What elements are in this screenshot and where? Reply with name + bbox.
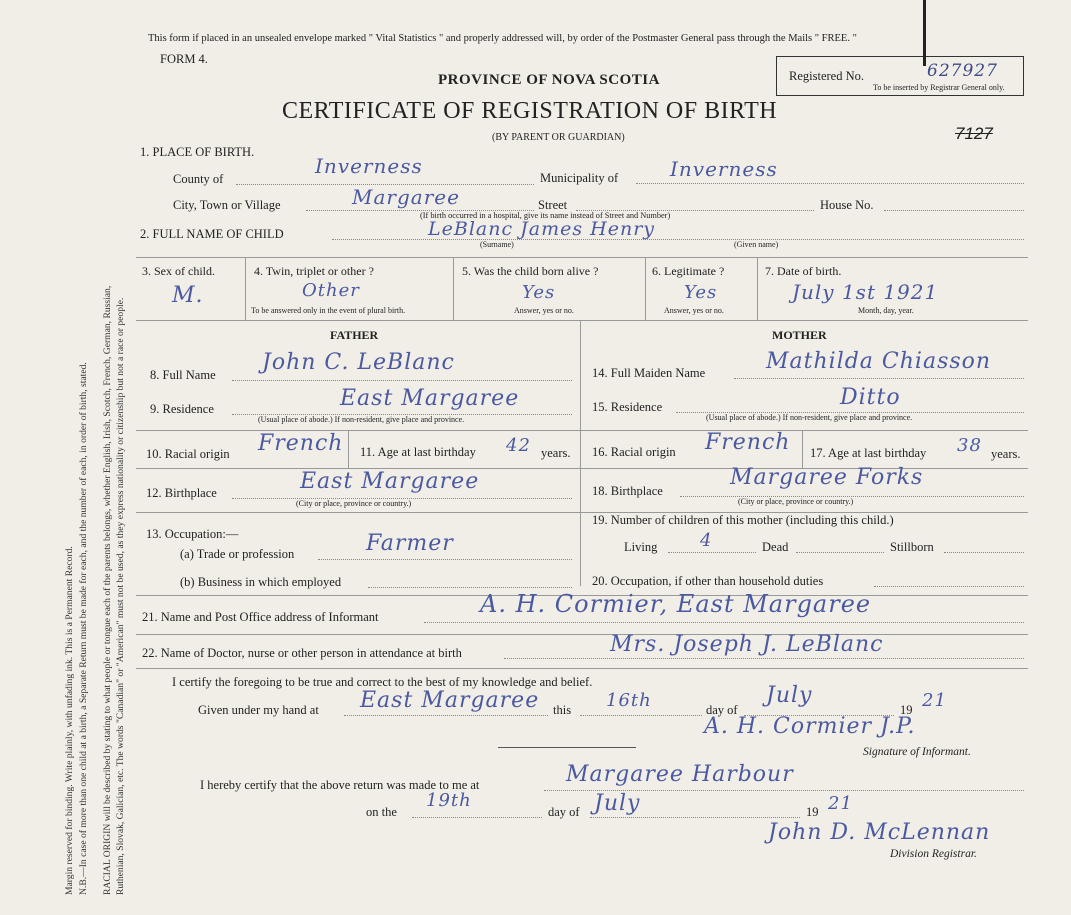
informant-signature-label: Signature of Informant. — [863, 746, 971, 758]
certificate-subtitle: (BY PARENT OR GUARDIAN) — [492, 132, 625, 143]
registered-label: Registered No. — [789, 69, 864, 83]
informant-label: 21. Name and Post Office address of Informant — [142, 610, 379, 624]
registrar-statement: I hereby certify that the above return was made to me at — [200, 778, 480, 792]
father-residence-label: 9. Residence — [150, 402, 214, 416]
mother-heading: MOTHER — [772, 328, 827, 342]
mother-name-value: Mathilda Chiasson — [766, 349, 992, 374]
registrar-signature-label: Division Registrar. — [890, 848, 977, 860]
this-label: this — [553, 703, 572, 717]
given-place-value: East Margaree — [360, 688, 540, 713]
informant-value: A. H. Cormier, East Margaree — [480, 590, 872, 618]
margin-line-3: RACIAL ORIGIN will be described by stating to what people or tongue each of the parents belongs, whether English, Irish, Scotch, French, German, Russian, — [102, 285, 113, 895]
county-value: Inverness — [315, 154, 423, 178]
on-the-label: on the — [366, 805, 397, 819]
form-number: FORM 4. — [160, 52, 208, 66]
twin-note: To be answered only in the event of plural birth. — [251, 306, 406, 315]
margin-line-2: N.B.—In case of more than one child at a birth, a Separate Return must be made for each, and the number of each, in order of birth, stated. — [78, 362, 89, 895]
children-count-label: 19. Number of children of this mother (including this child.) — [592, 513, 894, 527]
mother-years: years. — [991, 447, 1021, 461]
alive-value: Yes — [522, 282, 556, 303]
mother-birthplace-label: 18. Birthplace — [592, 484, 663, 498]
mother-residence-note: (Usual place of abode.) If non-resident, give place and province. — [706, 413, 913, 422]
municipality-label: Municipality of — [540, 171, 619, 185]
legitimate-note: Answer, yes or no. — [664, 306, 724, 315]
place-of-birth-label: 1. PLACE OF BIRTH. — [140, 145, 255, 159]
given-day-value: 16th — [606, 690, 652, 711]
municipality-value: Inverness — [670, 157, 778, 181]
mother-birthplace-note: (City or place, province or country.) — [738, 497, 854, 506]
margin-line-4: Ruthenian, Slovak, Galician, etc. The words "Canadian" or "American" must not be used, as they express nationality or citizenship but not a race or people. — [115, 297, 126, 895]
registrar-day-value: 19th — [426, 790, 472, 811]
mother-occupation-label: 20. Occupation, if other than household duties — [592, 574, 824, 588]
father-age-label: 11. Age at last birthday — [360, 445, 476, 459]
ink-mark — [923, 0, 926, 66]
father-racial-label: 10. Racial origin — [146, 447, 230, 461]
father-racial-value: French — [258, 431, 344, 456]
registered-number-box — [776, 56, 1024, 96]
mother-residence-label: 15. Residence — [592, 400, 663, 414]
certify-statement: I certify the foregoing to be true and correct to the best of my knowledge and belief. — [172, 675, 593, 689]
county-label: County of — [173, 172, 224, 186]
mother-racial-label: 16. Racial origin — [592, 445, 676, 459]
father-age-value: 42 — [506, 435, 531, 456]
father-trade-label: (a) Trade or profession — [180, 547, 295, 561]
registrar-place-value: Margaree Harbour — [566, 762, 794, 787]
doctor-value: Mrs. Joseph J. LeBlanc — [610, 632, 884, 657]
doctor-label: 22. Name of Doctor, nurse or other person in attendance at birth — [142, 646, 462, 660]
father-birthplace-value: East Margaree — [300, 469, 480, 494]
alive-label: 5. Was the child born alive ? — [462, 264, 599, 278]
birth-date-value: July 1st 1921 — [792, 280, 939, 304]
street-label: Street — [538, 198, 568, 212]
stamp-number: 7127 — [955, 124, 993, 143]
mother-racial-value: French — [705, 430, 791, 455]
margin-notes — [60, 15, 140, 900]
registrar-year-prefix: 19 — [806, 805, 819, 819]
sex-label: 3. Sex of child. — [142, 264, 215, 278]
registrar-day-of-label: day of — [548, 805, 580, 819]
father-name-value: John C. LeBlanc — [262, 350, 455, 375]
birth-date-note: Month, day, year. — [858, 306, 914, 315]
living-label: Living — [624, 540, 658, 554]
given-month-value: July — [766, 683, 813, 708]
father-name-label: 8. Full Name — [150, 368, 216, 382]
sex-value: M. — [172, 283, 204, 308]
child-name-value: LeBlanc James Henry — [428, 218, 656, 240]
hospital-note: (If birth occurred in a hospital, give its name instead of Street and Number) — [420, 211, 671, 220]
house-no-label: House No. — [820, 198, 874, 212]
father-birthplace-note: (City or place, province or country.) — [296, 499, 412, 508]
province-heading: PROVINCE OF NOVA SCOTIA — [438, 72, 660, 88]
city-value: Margaree — [352, 185, 460, 209]
child-name-label: 2. FULL NAME OF CHILD — [140, 227, 284, 241]
living-value: 4 — [700, 530, 713, 551]
twin-label: 4. Twin, triplet or other ? — [254, 264, 374, 278]
registered-value: 627927 — [927, 61, 998, 81]
alive-note: Answer, yes or no. — [514, 306, 574, 315]
city-label: City, Town or Village — [173, 198, 281, 212]
day-of-label: day of — [706, 703, 738, 717]
father-business-label: (b) Business in which employed — [180, 575, 342, 589]
father-residence-note: (Usual place of abode.) If non-resident, give place and province. — [258, 415, 465, 424]
mother-age-value: 38 — [957, 435, 982, 456]
given-year-prefix: 19 — [900, 703, 913, 717]
father-heading: FATHER — [330, 328, 379, 342]
registrar-signature: John D. McLennan — [768, 820, 991, 845]
registrar-note: To be inserted by Registrar General only. — [873, 83, 1005, 92]
mother-name-label: 14. Full Maiden Name — [592, 366, 706, 380]
mother-birthplace-value: Margaree Forks — [730, 465, 924, 490]
registrar-month-value: July — [594, 791, 641, 816]
mother-age-label: 17. Age at last birthday — [810, 446, 927, 460]
informant-signature: A. H. Cormier J.P. — [704, 714, 916, 739]
given-year-value: 21 — [922, 690, 947, 711]
certificate-title: CERTIFICATE OF REGISTRATION OF BIRTH — [282, 98, 778, 124]
father-trade-value: Farmer — [366, 531, 454, 556]
dead-label: Dead — [762, 540, 789, 554]
margin-line-1: Margin reserved for binding. Write plainly, with unfading ink. This is a Permanent Record. — [64, 546, 75, 895]
father-residence-value: East Margaree — [340, 386, 520, 411]
legitimate-value: Yes — [684, 282, 718, 303]
twin-value: Other — [302, 280, 360, 301]
mother-residence-value: Ditto — [840, 385, 901, 410]
given-name-note: (Given name) — [734, 240, 779, 249]
surname-note: (Surname) — [480, 240, 514, 249]
father-years: years. — [541, 446, 571, 460]
legitimate-label: 6. Legitimate ? — [652, 264, 725, 278]
mail-notice: This form if placed in an unsealed envelope marked " Vital Statistics " and properly addressed will, by order of the Postmaster General pass through the Mails " FREE. " — [148, 33, 857, 44]
stillborn-label: Stillborn — [890, 540, 934, 554]
birth-date-label: 7. Date of birth. — [765, 264, 842, 278]
given-under-label: Given under my hand at — [198, 703, 319, 717]
father-occupation-label: 13. Occupation:— — [146, 527, 239, 541]
father-birthplace-label: 12. Birthplace — [146, 486, 217, 500]
registrar-year-value: 21 — [828, 793, 853, 814]
